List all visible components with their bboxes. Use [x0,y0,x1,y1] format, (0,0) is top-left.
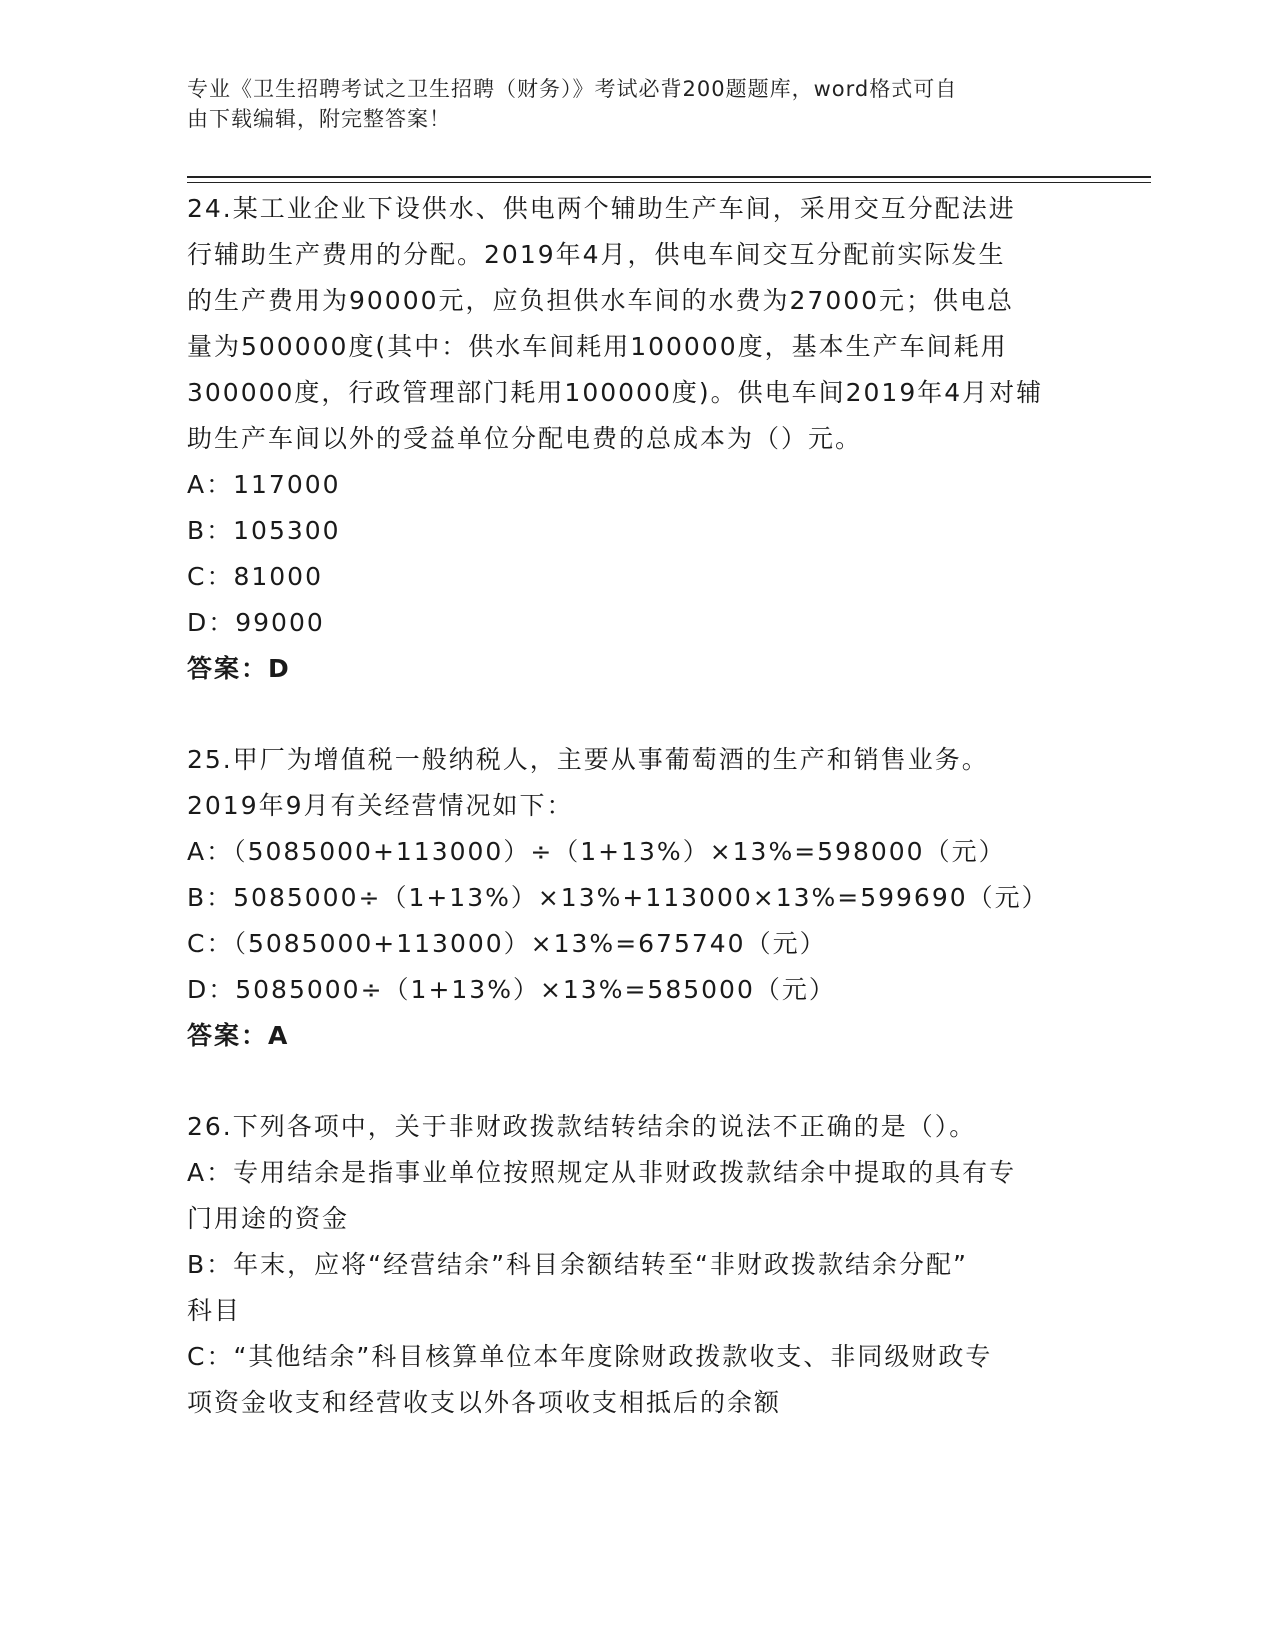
option-c-continued: 项资金收支和经营收支以外各项收支相抵后的余额 [187,1388,782,1417]
question-25 [187,737,1087,1059]
option-b-continued: 科目 [187,1296,242,1325]
option-a: A：117000 [187,470,341,499]
option-a: A：（5085000+113000）÷（1+13%）×13%=598000（元） [187,837,1006,866]
question-stem-line: 量为500000度(其中：供水车间耗用100000度，基本生产车间耗用 [187,332,1008,361]
document-header [187,74,1067,134]
option-c: C：81000 [187,562,323,591]
option-b: B：105300 [187,516,341,545]
question-stem-line: 2019年9月有关经营情况如下： [187,791,574,820]
answer-key: 答案：A [187,1021,290,1050]
option-a-continued: 门用途的资金 [187,1204,350,1233]
option-a: A：专用结余是指事业单位按照规定从非财政拨款结余中提取的具有专 [187,1158,1017,1187]
question-stem-line: 行辅助生产费用的分配。2019年4月，供电车间交互分配前实际发生 [187,240,1006,269]
option-c: C：（5085000+113000）×13%=675740（元） [187,929,827,958]
header-title-line-1: 专业《卫生招聘考试之卫生招聘（财务）》考试必背200题题库，word格式可自 [187,77,958,101]
option-d: D：99000 [187,608,325,637]
answer-key: 答案：D [187,654,291,683]
option-b: B：年末，应将“经营结余”科目余额结转至“非财政拨款结余分配” [187,1250,968,1279]
option-c: C：“其他结余”科目核算单位本年度除财政拨款收支、非同级财政专 [187,1342,993,1371]
question-26 [187,1104,1087,1426]
question-24 [187,186,1087,692]
header-divider-thick [187,176,1151,178]
question-list [187,186,1087,1471]
question-stem-line: 25.甲厂为增值税一般纳税人，主要从事葡萄酒的生产和销售业务。 [187,745,989,774]
header-divider-thin [187,182,1151,183]
option-b: B：5085000÷（1+13%）×13%+113000×13%=599690（元） [187,883,1049,912]
option-d: D：5085000÷（1+13%）×13%=585000（元） [187,975,836,1004]
question-stem-line: 26.下列各项中，关于非财政拨款结转结余的说法不正确的是（）。 [187,1112,977,1141]
header-title-line-2: 由下载编辑，附完整答案！ [187,107,451,131]
question-stem-line: 24.某工业企业下设供水、供电两个辅助生产车间，采用交互分配法进 [187,194,1016,223]
question-stem-line: 助生产车间以外的受益单位分配电费的总成本为（）元。 [187,424,863,453]
question-stem-line: 300000度，行政管理部门耗用100000度)。供电车间2019年4月对辅 [187,378,1044,407]
question-stem-line: 的生产费用为90000元，应负担供水车间的水费为27000元；供电总 [187,286,1015,315]
